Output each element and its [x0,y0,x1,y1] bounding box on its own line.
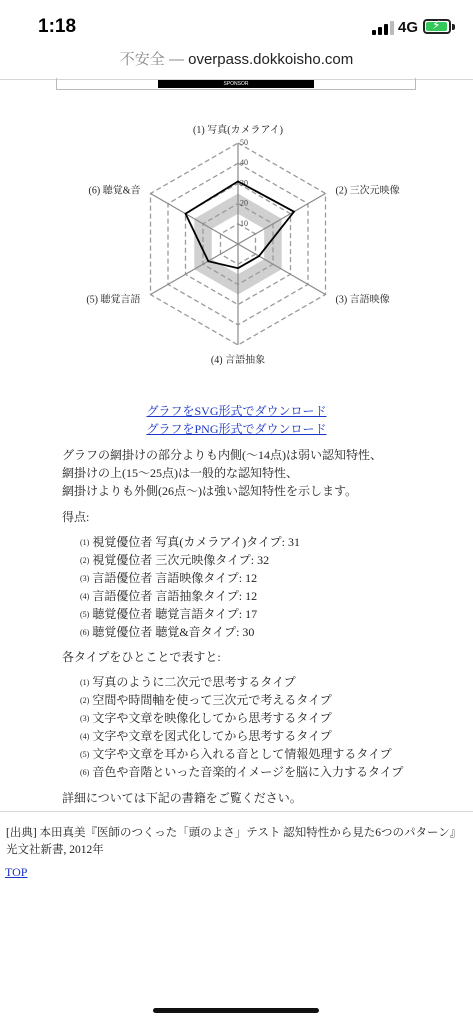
tick-label: 30 [240,178,248,188]
explanation-line-2: 網掛けの上(15〜25点)は一般的な認知特性、 [62,466,298,480]
tick-label: 10 [240,218,248,228]
png-download-link[interactable]: グラフをPNG形式でダウンロード [146,422,327,436]
summary-item: (3) 文字や文章を映像化してから思考するタイプ [80,711,332,725]
series-point [208,260,210,262]
score-item: (6) 聴覚優位者 聴覚&音タイプ: 30 [80,625,255,639]
url-separator: — [168,51,184,68]
axis-label: (6) 聴覚&音 [88,185,141,197]
battery-cap [452,24,455,30]
battery-icon: ⚡ [423,19,451,34]
url-bar[interactable] [0,48,473,78]
network-type: 4G [398,19,419,36]
summary-item: (2) 空間や時間軸を使って三次元で考えるタイプ [80,693,332,707]
series-point [185,213,187,215]
axis-label: (1) 写真(カメラアイ) [193,125,283,136]
summary-heading: 各タイプをひとことで表すと: [62,650,221,664]
scores-heading: 得点: [62,510,90,524]
score-item: (2) 視覚優位者 三次元映像タイプ: 32 [80,553,270,567]
tick-label: 20 [240,198,248,208]
score-item: (4) 言語優位者 言語抽象タイプ: 12 [80,589,258,603]
insecure-label: 不安全 [119,51,165,68]
score-item: (5) 聴覚優位者 聴覚言語タイプ: 17 [80,607,258,621]
series-point [293,211,295,213]
explanation-line-3: 網掛けよりも外側(26点〜)は強い認知特性を示します。 [62,484,358,498]
summary-item: (4) 文字や文章を図式化してから思考するタイプ [80,729,332,743]
series-point [258,255,260,257]
score-item: (3) 言語優位者 言語映像タイプ: 12 [80,571,258,585]
explanation-line-1: グラフの網掛けの部分よりも内側(〜14点)は弱い認知特性、 [62,448,382,462]
series-point [237,267,239,269]
summary-item: (1) 写真のように二次元で思考するタイプ [80,675,296,689]
status-bar [0,0,473,48]
sponsor-banner[interactable]: SPONSOR [158,80,314,88]
url-domain: overpass.dokkoisho.com [188,51,354,68]
series-point [237,181,239,183]
details-note: 詳細については下記の書籍をご覧ください。 [62,791,302,805]
summary-item: (5) 文字や文章を耳から入れる音として情報処理するタイプ [80,747,392,761]
status-time: 1:18 [38,16,77,37]
home-indicator[interactable] [153,1008,319,1013]
top-link[interactable]: TOP [5,865,28,879]
axis-label: (5) 聴覚言語 [86,294,141,306]
divider [0,811,473,812]
tick-label: 40 [240,158,248,168]
svg-download-link[interactable]: グラフをSVG形式でダウンロード [146,404,327,418]
score-item: (1) 視覚優位者 写真(カメラアイ)タイプ: 31 [80,535,300,549]
tick-label: 50 [240,138,248,147]
axis-label: (4) 言語抽象 [210,355,266,366]
citation-line-1: [出典] 本田真美『医師のつくった「頭のよさ」テスト 認知特性から見た6つのパターン』 [6,827,462,839]
axis-label: (3) 言語映像 [335,294,390,306]
axis-label: (2) 三次元映像 [335,185,400,197]
summary-item: (6) 音色や音階といった音楽的イメージを脳に入力するタイプ [80,765,404,779]
signal-icon [372,21,394,35]
citation-line-2: 光文社新書, 2012年 [6,844,104,856]
radar-chart [70,115,410,375]
